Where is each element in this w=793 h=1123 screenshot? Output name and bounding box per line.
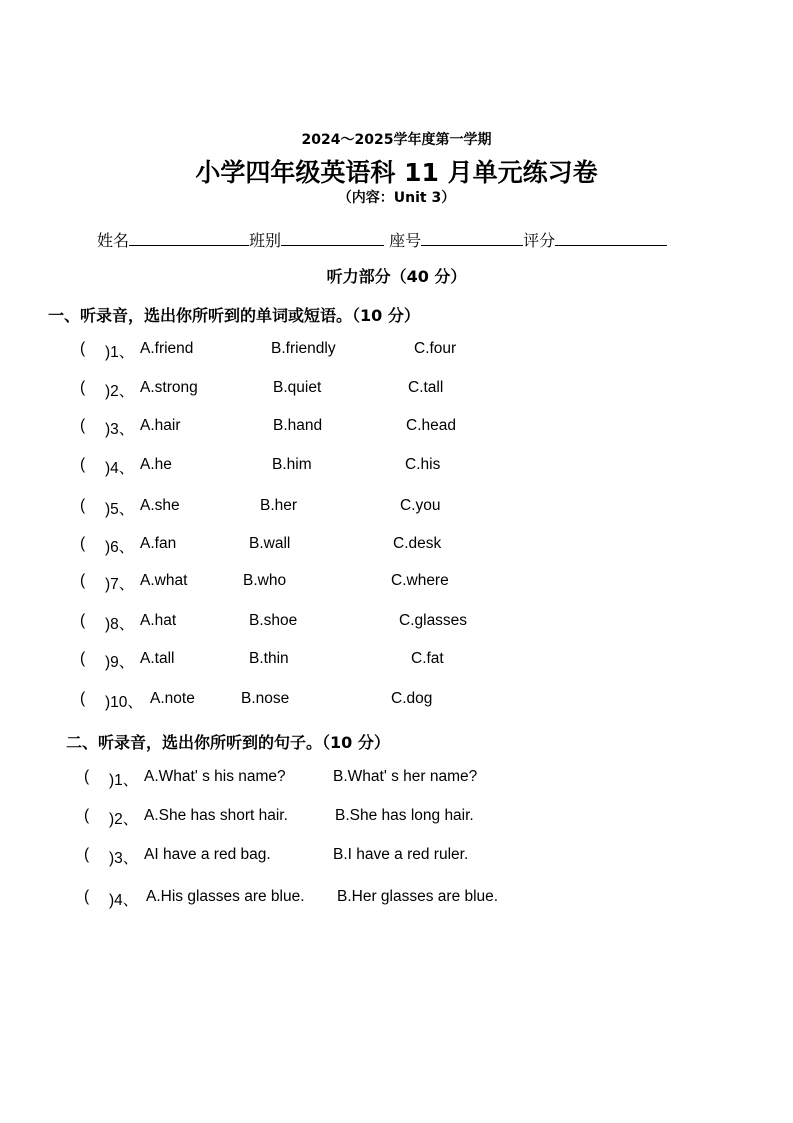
option-a: A.what — [140, 572, 188, 589]
option-a: A.She has short hair. — [144, 807, 288, 824]
option-b: B.thin — [249, 650, 289, 667]
option-c: C.his — [405, 456, 441, 473]
question-number: )9、 — [105, 654, 135, 671]
question-number: )10、 — [105, 694, 143, 711]
score-label: 评分 — [523, 231, 556, 250]
option-a: A.strong — [140, 379, 198, 396]
option-c: C.dog — [391, 690, 433, 707]
question-number: )2、 — [109, 811, 139, 828]
option-b: B.shoe — [249, 612, 298, 629]
answer-paren[interactable]: ( — [80, 417, 86, 434]
option-c: C.desk — [393, 535, 442, 552]
question-number: )8、 — [105, 616, 135, 633]
option-a: A.His glasses are blue. — [146, 888, 305, 905]
answer-paren[interactable]: ( — [84, 846, 90, 863]
answer-paren[interactable]: ( — [80, 690, 86, 707]
option-b: B.him — [272, 456, 312, 473]
option-a: A.What' s his name? — [144, 768, 286, 785]
option-a: A.hair — [140, 417, 181, 434]
answer-paren[interactable]: ( — [84, 888, 90, 905]
option-b: B.who — [243, 572, 287, 589]
question-number: )1、 — [105, 344, 135, 361]
option-b: B.She has long hair. — [335, 807, 474, 824]
name-label: 姓名 — [97, 231, 130, 250]
option-b: B.quiet — [273, 379, 322, 396]
year-line: 2024～2025学年度第一学期 — [301, 132, 492, 148]
answer-paren[interactable]: ( — [80, 379, 86, 396]
option-c: C.where — [391, 572, 449, 589]
option-b: B.her — [260, 497, 298, 514]
option-b: B.nose — [241, 690, 290, 707]
listening-section-heading: 听力部分（40 分） — [326, 267, 467, 286]
option-c: C.fat — [411, 650, 444, 667]
seat-label: 座号 — [389, 231, 422, 250]
answer-paren[interactable]: ( — [80, 456, 86, 473]
name-field[interactable] — [129, 230, 249, 246]
question-number: )4、 — [109, 892, 139, 909]
student-info-row — [97, 228, 667, 251]
question-number: )3、 — [105, 421, 135, 438]
option-a: A.tall — [140, 650, 175, 667]
option-c: C.tall — [408, 379, 444, 396]
page-title: 小学四年级英语科 11 月单元练习卷 — [195, 158, 598, 187]
question-number: )3、 — [109, 850, 139, 867]
answer-paren[interactable]: ( — [84, 807, 90, 824]
option-a: A.hat — [140, 612, 177, 629]
class-label: 班别 — [249, 231, 282, 250]
option-b: B.friendly — [271, 340, 336, 357]
part2-heading: 二、听录音，选出你所听到的句子。（10 分） — [66, 733, 390, 752]
class-field[interactable] — [281, 230, 384, 246]
option-a: A.note — [150, 690, 195, 707]
option-b: B.Her glasses are blue. — [337, 888, 499, 905]
option-a: A.friend — [140, 340, 194, 357]
question-number: )2、 — [105, 383, 135, 400]
option-a: A.fan — [140, 535, 177, 552]
option-b: B.What' s her name? — [333, 768, 478, 785]
answer-paren[interactable]: ( — [80, 612, 86, 629]
answer-paren[interactable]: ( — [80, 535, 86, 552]
answer-paren[interactable]: ( — [80, 572, 86, 589]
question-number: )7、 — [105, 576, 135, 593]
part1-heading: 一、听录音，选出你所听到的单词或短语。（10 分） — [48, 306, 420, 325]
option-b: B.hand — [273, 417, 323, 434]
answer-paren[interactable]: ( — [80, 650, 86, 667]
option-c: C.glasses — [399, 612, 468, 629]
question-number: )4、 — [105, 460, 135, 477]
score-field[interactable] — [555, 230, 667, 246]
question-number: )6、 — [105, 539, 135, 556]
question-number: )5、 — [105, 501, 135, 518]
subtitle: （内容：Unit 3） — [337, 190, 456, 206]
option-c: C.four — [414, 340, 457, 357]
option-b: B.wall — [249, 535, 291, 552]
option-a: A.she — [140, 497, 180, 514]
answer-paren[interactable]: ( — [84, 768, 90, 785]
answer-paren[interactable]: ( — [80, 340, 86, 357]
option-a: A.he — [140, 456, 172, 473]
option-b: B.I have a red ruler. — [333, 846, 469, 863]
option-c: C.head — [406, 417, 456, 434]
seat-field[interactable] — [421, 230, 523, 246]
option-a: AI have a red bag. — [144, 846, 271, 863]
question-number: )1、 — [109, 772, 139, 789]
option-c: C.you — [400, 497, 441, 514]
answer-paren[interactable]: ( — [80, 497, 86, 514]
